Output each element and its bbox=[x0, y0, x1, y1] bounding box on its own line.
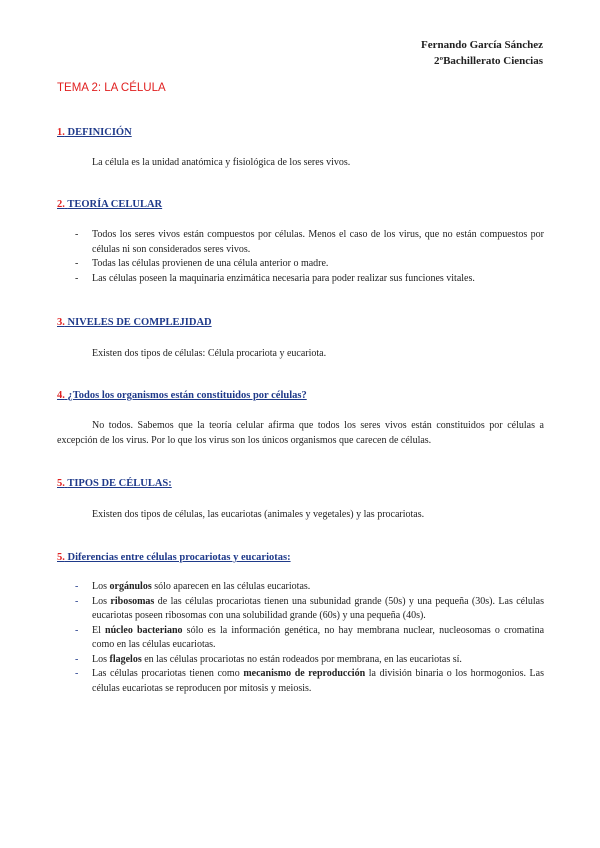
section-1-heading bbox=[57, 127, 132, 138]
section-number: 4. bbox=[57, 390, 65, 401]
list-item: - Las células poseen la maquinaria enzimática necesaria para poder realizar sus funciones vitales. bbox=[75, 272, 475, 284]
author-course: 2ºBachillerato Ciencias bbox=[433, 55, 543, 67]
section-2-list bbox=[57, 228, 544, 286]
section-number: 3. bbox=[57, 317, 65, 328]
document-title: TEMA 2: LA CÉLULA bbox=[57, 82, 166, 94]
section-title: NIVELES DE COMPLEJIDAD bbox=[67, 317, 212, 328]
list-item: - El núcleo bacteriano sólo es la información genética, no hay membrana nuclear, nucleosomas o cromatina como en las células eucariotas. bbox=[75, 624, 545, 650]
section-3-heading bbox=[57, 317, 212, 328]
section-4-heading bbox=[57, 390, 307, 401]
list-item: - Todos los seres vivos están compuestos por células. Menos el caso de los virus, que no están compuestos por células ni son considerados seres vivos. bbox=[75, 229, 544, 255]
author-block bbox=[421, 37, 543, 69]
list-item: - Las células procariotas tienen como mecanismo de reproducción la división binaria o los hormogonios. Las células eucariotas se reproducen por mitosis y meiosis. bbox=[75, 668, 545, 694]
section-title: ¿Todos los organismos están constituidos por células? bbox=[67, 390, 307, 401]
section-number: 5. bbox=[57, 552, 65, 563]
list-item: - Todas las células provienen de una célula anterior o madre. bbox=[75, 258, 329, 269]
section-number: 2. bbox=[57, 199, 65, 210]
section-2-heading bbox=[57, 199, 162, 210]
section-title: DEFINICIÓN bbox=[67, 127, 132, 138]
section-6-heading bbox=[57, 552, 291, 563]
list-item: - Los flagelos en las células procariotas no están rodeados por membrana, en las eucariotas sí. bbox=[75, 653, 462, 665]
section-number: 1. bbox=[57, 127, 65, 138]
section-1-text: La célula es la unidad anatómica y fisiológica de los seres vivos. bbox=[92, 157, 351, 168]
section-5-heading bbox=[57, 478, 172, 489]
section-title: Diferencias entre células procariotas y eucariotas: bbox=[67, 552, 291, 563]
section-title: TEORÍA CELULAR bbox=[67, 199, 163, 210]
section-title: TIPOS DE CÉLULAS: bbox=[67, 478, 172, 489]
section-4-text: No todos. Sabemos que la teoría celular afirma que todos los seres vivos están constituidos por células a excepción de los virus. Por lo que los virus son los únicos organismos que carecen de células. bbox=[57, 420, 544, 446]
section-number: 5. bbox=[57, 478, 65, 489]
section-5-text: Existen dos tipos de células, las eucariotas (animales y vegetales) y las procariotas. bbox=[92, 509, 425, 520]
section-3-text: Existen dos tipos de células: Célula procariota y eucariota. bbox=[92, 348, 327, 359]
author-name: Fernando García Sánchez bbox=[420, 39, 543, 51]
list-item: - Los orgánulos sólo aparecen en las células eucariotas. bbox=[75, 581, 311, 592]
differences-list bbox=[57, 580, 544, 696]
list-item: - Los ribosomas de las células procariotas tienen una subunidad grande (50s) y una pequeña (30s). Las células eucariotas poseen ribosomas con una solubilidad grande (60s) y una pequeña (40s). bbox=[75, 595, 545, 621]
